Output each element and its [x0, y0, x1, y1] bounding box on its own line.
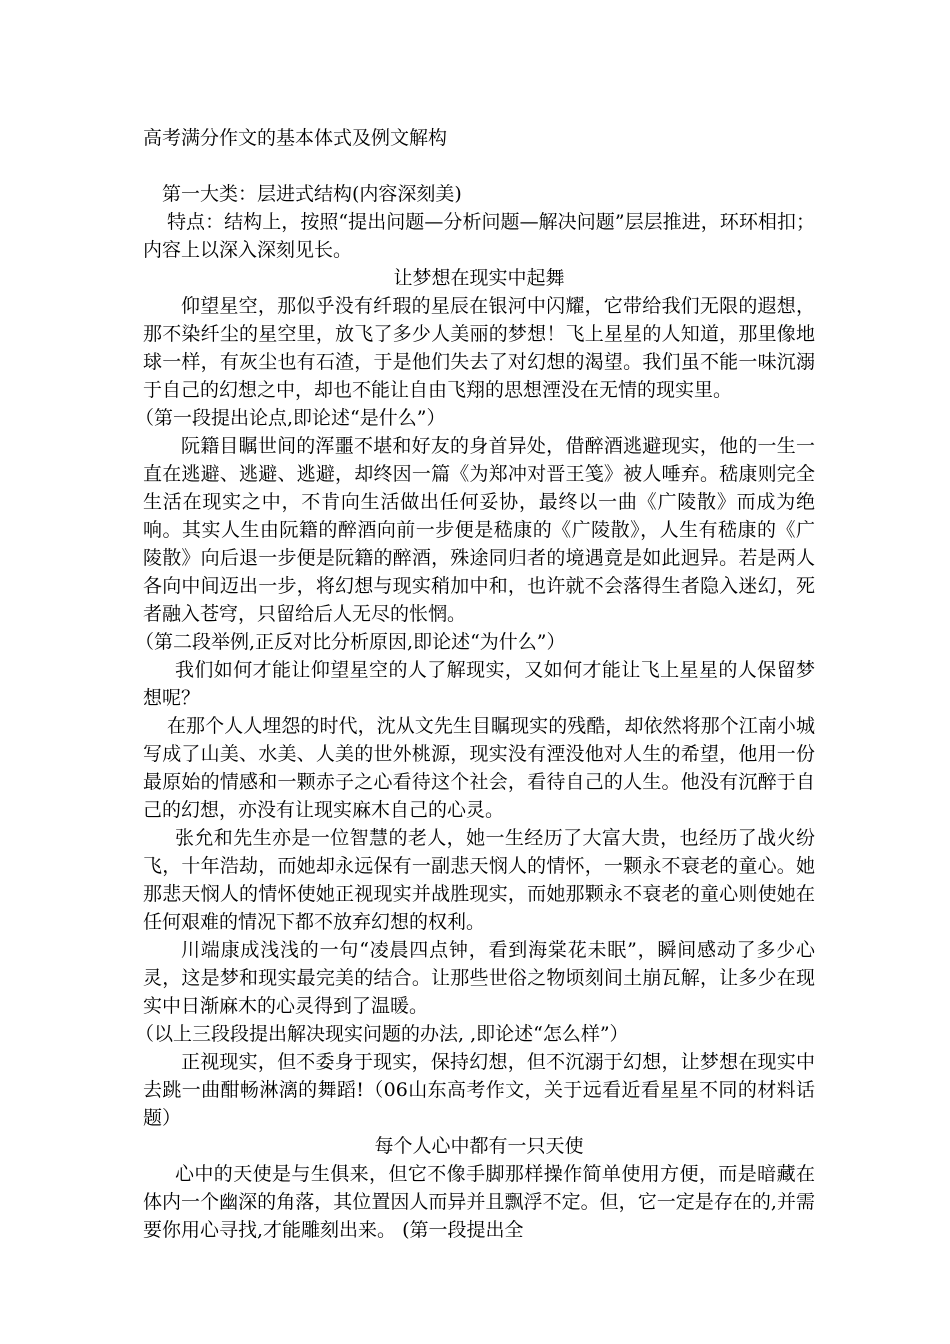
essay2-paragraph-1: 心中的天使是与生俱来，但它不像手脚那样操作简单使用方便，而是暗藏在体内一个幽深的角落，其位置因人而异并且飘浮不定。但，它一定是存在的,并需要你用心寻找,才能雕刻出来。 (第一段提出全: [143, 1163, 815, 1241]
category-heading: 第一大类：层进式结构(内容深刻美): [162, 183, 462, 205]
essay1-title: 让梦想在现实中起舞: [393, 267, 565, 289]
essay1-paragraph-2: 阮籍目瞩世间的浑噩不堪和好友的身首异处，借醉酒逃避现实，他的一生一直在逃避、逃避、逃避，却终因一篇《为郑冲对晋王笺》被人唾弃。嵇康则完全生活在现实之中，不肯向生活做出任何妥协，最终以一曲《广陵散》而成为绝响。其实人生由阮籍的醉酒向前一步便是嵇康的《广陵散》，人生有嵇康的《广陵散》向后退一步便是阮籍的醉酒，殊途同归者的境遇竟是如此迥异。若是两人各向中间迈出一步，将幻想与现实稍加中和，也许就不会落得生者隐入迷幻，死者融入苍穹，只留给后人无尽的怅惘。: [143, 435, 815, 625]
essay1-paragraph-4: 在那个人人埋怨的时代，沈从文先生目瞩现实的残酷，却依然将那个江南小城写成了山美、水美、人美的世外桃源，现实没有湮没他对人生的希望，他用一份最原始的情感和一颗赤子之心看待这个社会，看待自己的人生。他没有沉醉于自己的幻想，亦没有让现实麻木自己的心灵。: [143, 715, 815, 821]
essay1-paragraph-6: 川端康成浅浅的一句“凌晨四点钟，看到海棠花未眠”，瞬间感动了多少心灵，这是梦和现实最完美的结合。让那些世俗之物顷刻间土崩瓦解，让多少在现实中日渐麻木的心灵得到了温暖。: [143, 939, 815, 1017]
document-title: 高考满分作文的基本体式及例文解构: [143, 127, 448, 149]
essay1-annotation-2: （第二段举例,正反对比分析原因,即论述“为什么”）: [135, 631, 566, 653]
essay1-paragraph-1: 仰望星空，那似乎没有纤瑕的星辰在银河中闪耀，它带给我们无限的遐想，那不染纤尘的星空里，放飞了多少人美丽的梦想！飞上星星的人知道，那里像地球一样，有灰尘也有石渣，于是他们失去了对幻想的渴望。我们虽不能一味沉溺于自己的幻想之中，却也不能让自由飞翔的思想湮没在无情的现实里。: [143, 295, 815, 401]
essay2-title: 每个人心中都有一只天使: [374, 1135, 584, 1157]
essay1-annotation-3: （以上三段段提出解决现实问题的办法, ,即论述“怎么样”）: [135, 1023, 629, 1045]
essay1-paragraph-5: 张允和先生亦是一位智慧的老人，她一生经历了大富大贵，也经历了战火纷飞，十年浩劫，而她却永远保有一副悲天悯人的情怀，一颗永不衰老的童心。她那悲天悯人的情怀使她正视现实并战胜现实，而她那颗永不衰老的童心则使她在任何艰难的情况下都不放弃幻想的权利。: [143, 827, 815, 933]
essay1-paragraph-7: 正视现实，但不委身于现实，保持幻想，但不沉溺于幻想，让梦想在现实中去跳一曲酣畅淋漓的舞蹈!（06山东高考作文，关于远看近看星星不同的材料话题）: [143, 1051, 815, 1129]
essay1-annotation-1: （第一段提出论点,即论述“是什么”）: [135, 407, 446, 429]
essay1-paragraph-3: 我们如何才能让仰望星空的人了解现实，又如何才能让飞上星星的人保留梦想呢？: [143, 659, 815, 709]
feature-text: 特点：结构上，按照“提出问题—分析问题—解决问题”层层推进，环环相扣；内容上以深入深刻见长。: [143, 211, 815, 261]
blank-line: [143, 152, 815, 180]
document-page: [135, 0, 815, 1244]
